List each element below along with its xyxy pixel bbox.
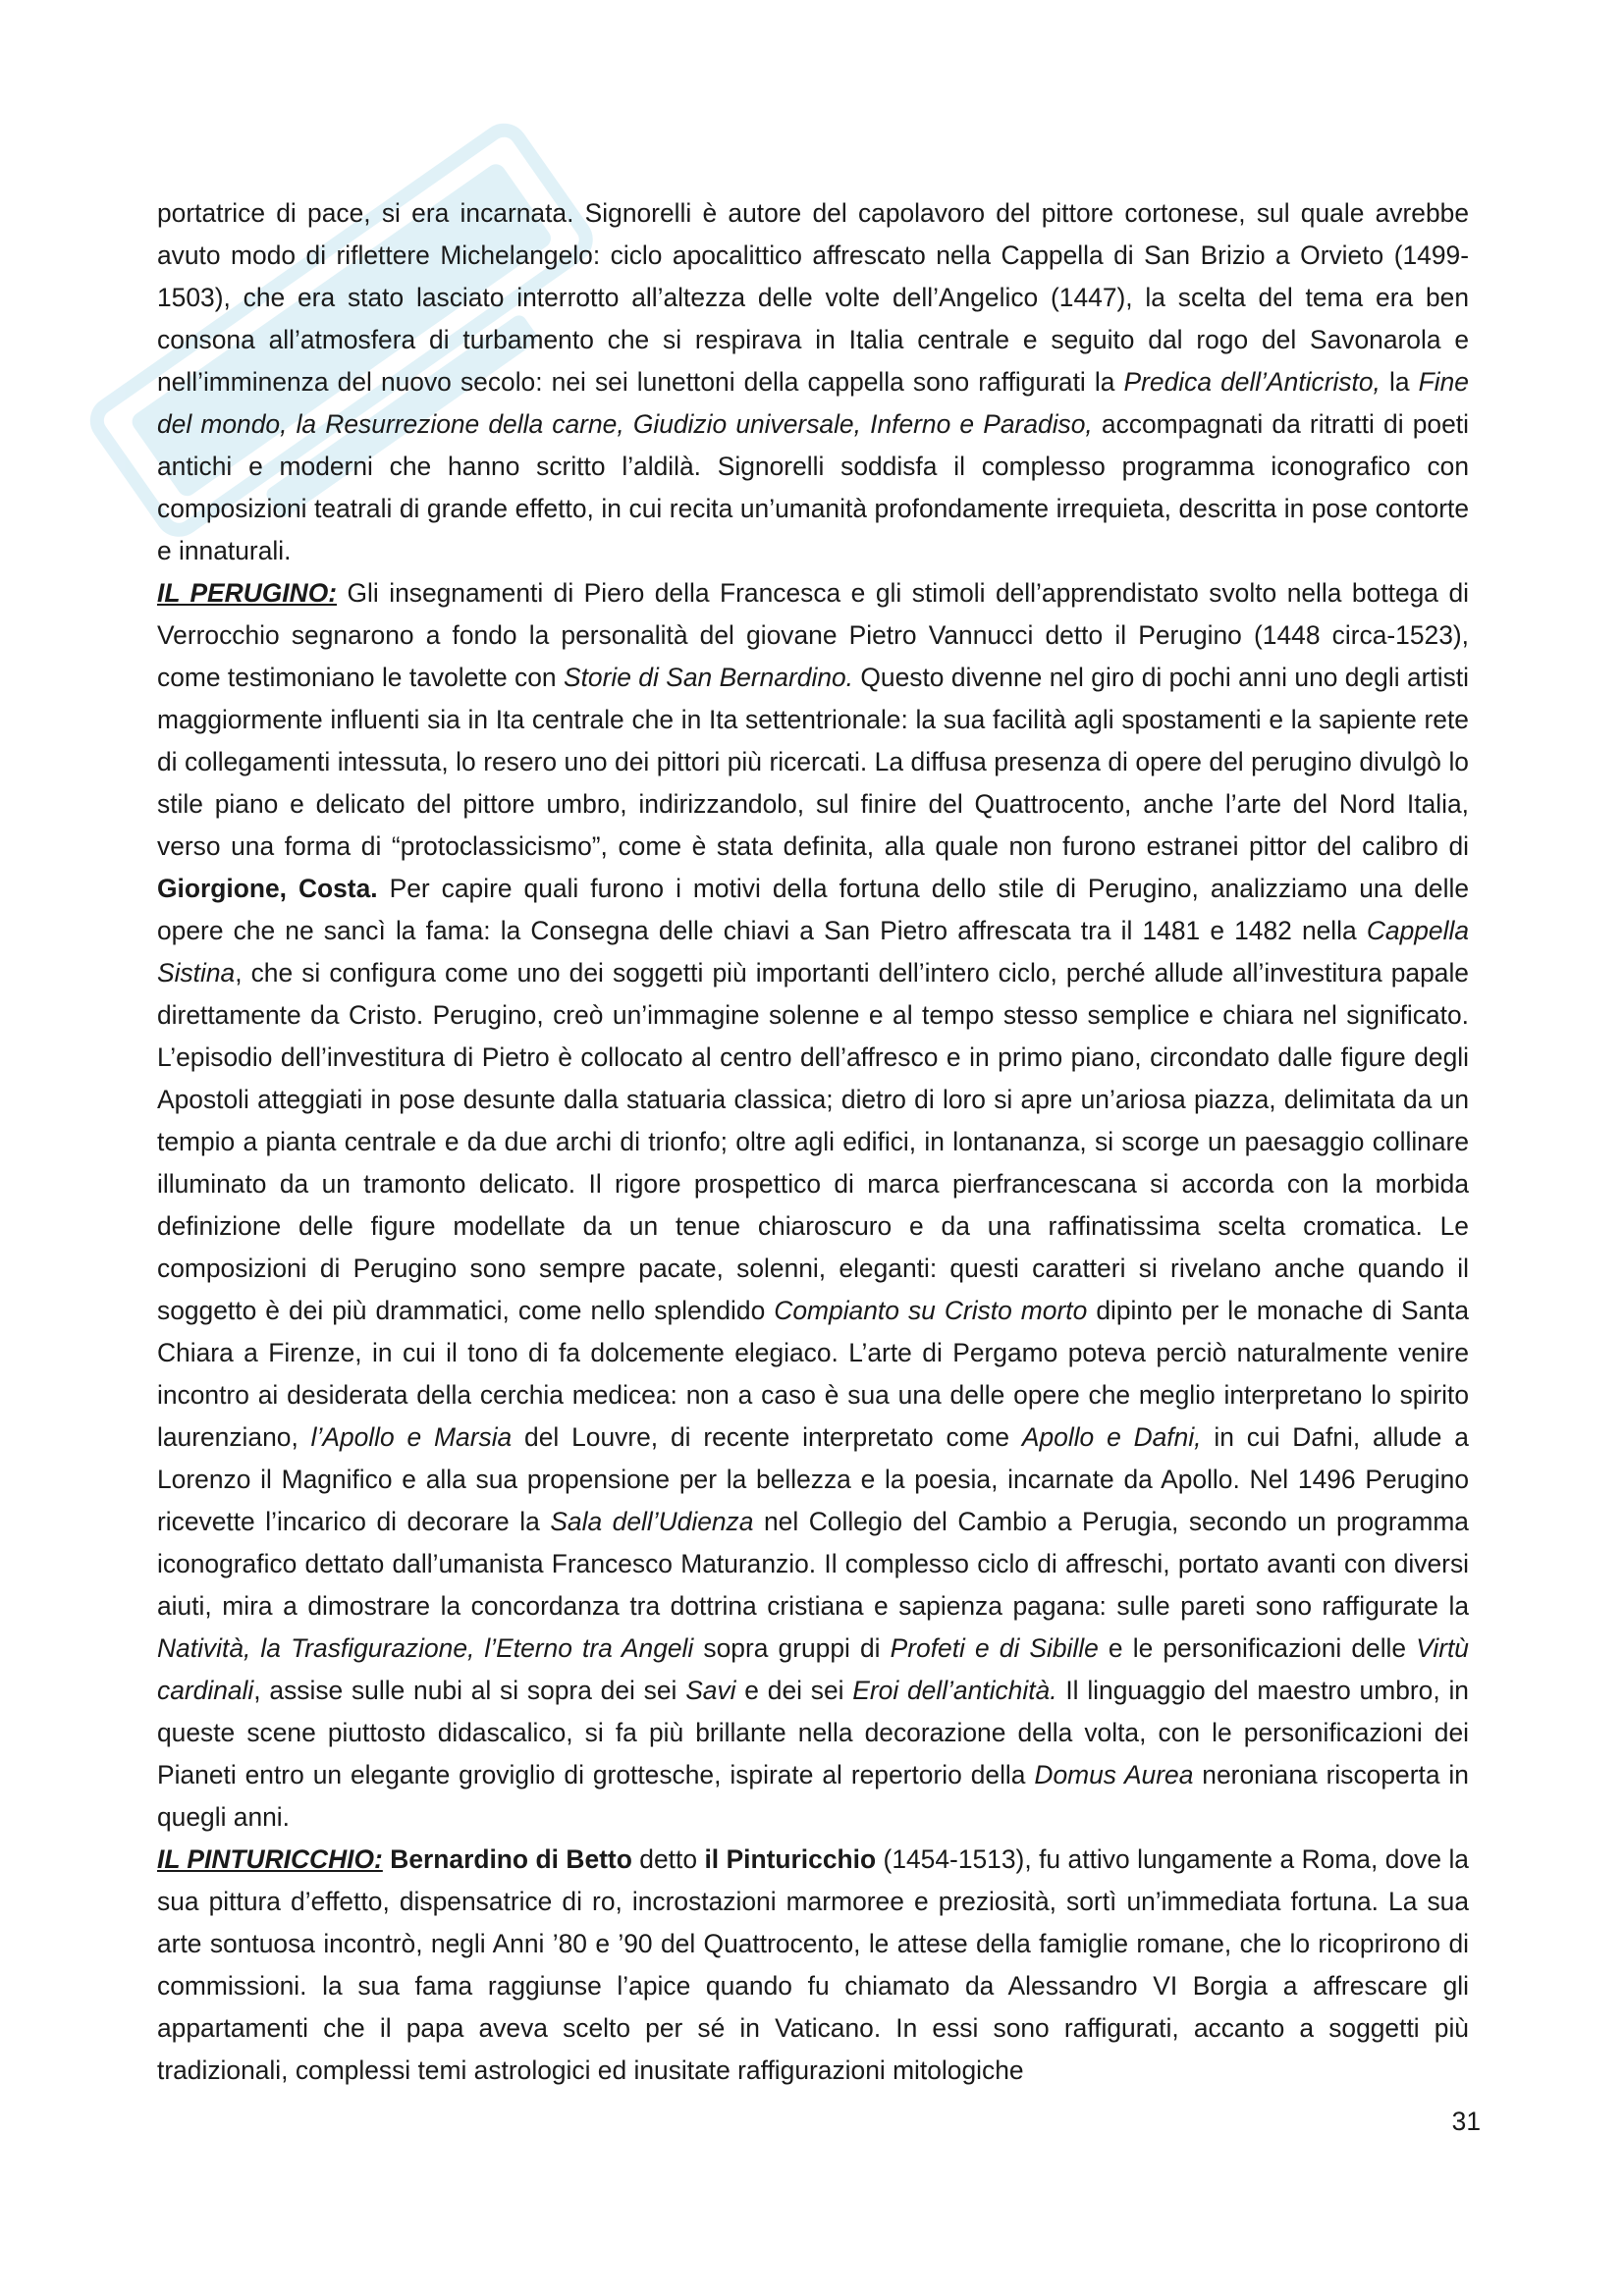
text-run: detto [631,1844,705,1874]
text-run: la [1380,367,1419,397]
italic-run: Virtù cardinali [157,1633,1469,1705]
text-run: Per capire quali furono i motivi della fortuna dello stile di Perugino, analizziamo una delle opere che ne sancì la fama: la Consegna delle chiavi a San Pietro affrescata tra il 1481 e 1482 nella [157,874,1469,945]
text-run: dipinto per le monache di Santa Chiara a Firenze, in cui il tono di fa dolcemente elegiaco. L’arte di Pergamo poteva perciò naturalmente venire incontro ai desiderata della cerchia medicea: non a caso è sua una delle opere che meglio interpretano lo spirito laurenziano, [157,1296,1470,1452]
text-run: portatrice di pace, si era incarnata. Signorelli è autore del capolavoro del pittore cortonese, sul quale avrebbe avuto modo di riflettere Michelangelo: ciclo apocalittico affrescato nella Cappella di San Brizio a Orvieto (1499-1503), che era stato lasciato interrotto all’altezza delle volte dell’Angelico (1447), la scelta del tema era ben consona all’atmosfera di turbamento che si respirava in Italia centrale e seguito dal rogo del Savonarola e nell’imminenza del nuovo secolo: nei sei lunettoni della cappella sono raffigurati la [157,198,1469,397]
bold-run: Giorgione, Costa. [157,874,378,903]
paragraph [157,1839,1469,2092]
text-run: , che si configura come uno dei soggetti più importanti dell’intero ciclo, perché allude all’investitura papale direttamente da Cristo. Perugino, creò un’immagine solenne e al tempo stesso semplice e chiara nel significato. L’episodio dell’investitura di Pietro è collocato al centro dell’affresco e in primo piano, circondato dalle figure degli Apostoli atteggiati in pose desunte dalla statuaria classica; dietro di loro si apre un’ariosa piazza, delimitata da un tempio a pianta centrale e da due archi di trionfo; oltre agli edifici, in lontananza, si scorge un paesaggio collinare illuminato da un tramonto delicato. Il rigore prospettico di marca pierfrancescana si accorda con la morbida definizione delle figure modellate da un tenue chiaroscuro e da una raffinatissima scelta cromatica. Le composizioni di Perugino sono sempre pacate, solenni, eleganti: questi caratteri si rivelano anche quando il soggetto è dei più drammatici, come nello splendido [157,958,1469,1325]
section-heading: IL PINTURICCHIO: [157,1844,383,1874]
italic-run: Predica dell’Anticristo, [1123,367,1380,397]
section-heading: IL PERUGINO: [157,578,338,608]
italic-run: Apollo e Dafni, [1021,1422,1202,1452]
italic-run: Profeti e di Sibille [890,1633,1099,1663]
text-run: sopra gruppi di [693,1633,891,1663]
italic-run: Fine del mondo, la Resurrezione della carne, Giudizio universale, Inferno e Paradiso, [157,367,1469,439]
text-run: accompagnati da ritratti di poeti antichi e moderni che hanno scritto l’aldilà. Signorelli soddisfa il complesso programma iconografico con composizioni teatrali di grande effetto, in cui recita un’umanità profondamente irrequieta, descritta in pose contorte e innaturali. [157,409,1469,565]
text-run: Il linguaggio del maestro umbro, in queste scene piuttosto didascalico, si fa più brillante nella decorazione della volta, con le personificazioni dei Pianeti entro un elegante groviglio di grottesche, ispirate al repertorio della [157,1676,1469,1789]
text-run: in cui Dafni, allude a Lorenzo il Magnifico e alla sua propensione per la bellezza e la poesia, incarnate da Apollo. Nel 1496 Perugino ricevette l’incarico di decorare la [157,1422,1469,1536]
italic-run: Savi [685,1676,736,1705]
body-text [157,192,1469,2092]
paragraph [157,572,1469,1839]
text-run: nel Collegio del Cambio a Perugia, secondo un programma iconografico dettato dall’umanista Francesco Maturanzio. Il complesso ciclo di affreschi, portato avanti con diversi aiuti, mira a dimostrare la concordanza tra dottrina cristiana e sapienza pagana: sulle pareti sono raffigurate la [157,1507,1469,1621]
text-run: Questo divenne nel giro di pochi anni uno degli artisti maggiormente influenti sia in Ita centrale che in Ita settentrionale: la sua facilità agli spostamenti e la sapiente rete di collegamenti intessuta, lo resero uno dei pittori più ricercati. La diffusa presenza di opere del perugino divulgò lo stile piano e delicato del pittore umbro, indirizzandolo, sul finire del Quattrocento, anche l’arte del Nord Italia, verso una forma di “protoclassicismo”, come è stata definita, alla quale non furono estranei pittor del calibro di [157,663,1470,861]
text-run: (1454-1513), fu attivo lungamente a Roma, dove la sua pittura d’effetto, dispensatrice di ro, incrostazioni marmoree e preziosità, sortì un’immediata fortuna. La sua arte sontuosa incontrò, negli Anni ’80 e ’90 del Quattrocento, le attese della famiglie romane, che lo ricoprirono di commissioni. la sua fama raggiunse l’apice quando fu chiamato da Alessandro VI Borgia a affrescare gli appartamenti che il papa aveva scelto per sé in Vaticano. In essi sono raffigurati, accanto a soggetti più tradizionali, complessi temi astrologici ed inusitate raffigurazioni mitologiche [157,1844,1469,2085]
text-run: e le personificazioni delle [1098,1633,1417,1663]
italic-run: Natività, la Trasfigurazione, l’Eterno tra Angeli [157,1633,694,1663]
text-run: , assise sulle nubi al si sopra dei sei [253,1676,686,1705]
text-run: del Louvre, di recente interpretato come [512,1422,1022,1452]
italic-run: Storie di San Bernardino. [563,663,854,692]
bold-run: Bernardino di Betto [390,1844,632,1874]
bold-run: il Pinturicchio [704,1844,877,1874]
paragraph [157,192,1469,572]
text-run: Gli insegnamenti di Piero della Francesca e gli stimoli dell’apprendistato svolto nella bottega di Verrocchio segnarono a fondo la personalità del giovane Pietro Vannucci detto il Perugino (1448 circa-1523), come testimoniano le tavolette con [157,578,1469,692]
italic-run: Eroi dell’antichità. [852,1676,1057,1705]
text-run: e dei sei [735,1676,853,1705]
text-run: neroniana riscoperta in quegli anni. [157,1760,1469,1832]
page-number: 31 [1451,2107,1481,2136]
italic-run: l’Apollo e Marsia [310,1422,513,1452]
italic-run: Domus Aurea [1034,1760,1194,1789]
italic-run: Compianto su Cristo morto [774,1296,1088,1325]
italic-run: Cappella Sistina [157,916,1469,988]
italic-run: Sala dell’Udienza [550,1507,754,1536]
